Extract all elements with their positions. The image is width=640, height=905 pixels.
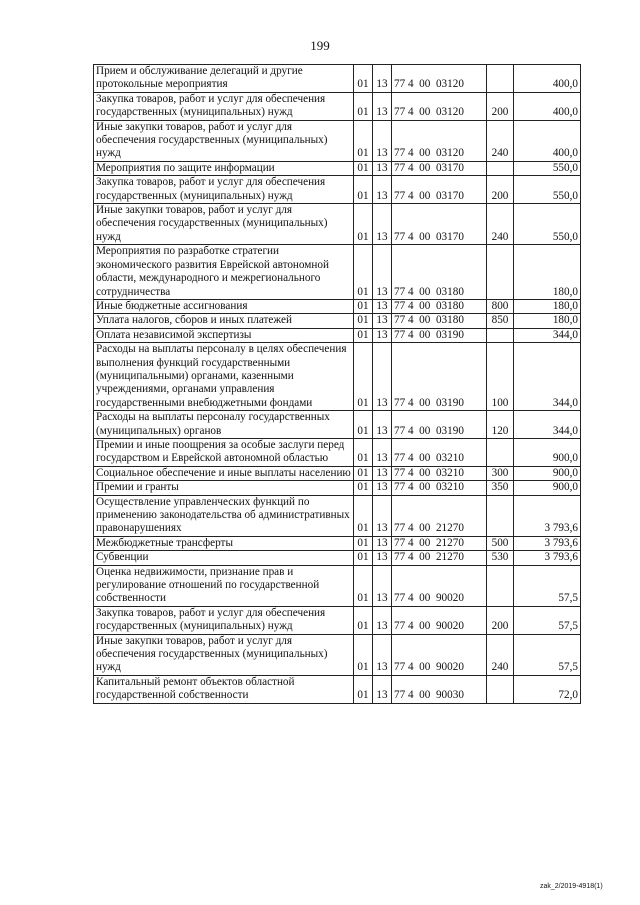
row-expense-type: 240 [487, 634, 514, 675]
row-expense-type [487, 565, 514, 606]
row-amount: 57,5 [514, 634, 581, 675]
row-expense-type: 300 [487, 466, 514, 480]
row-section-code: 01 [354, 438, 373, 466]
row-expense-type [487, 245, 514, 300]
page-number: 199 [310, 38, 330, 53]
row-target-article: 77 4 00 03190 [392, 328, 487, 342]
table-row [94, 204, 581, 245]
row-subsection-code: 13 [373, 634, 392, 675]
row-section-code: 01 [354, 675, 373, 703]
row-amount: 3 793,6 [514, 536, 581, 550]
row-section-code: 01 [354, 176, 373, 204]
row-subsection-code: 13 [373, 675, 392, 703]
row-amount: 400,0 [514, 120, 581, 161]
row-subsection-code: 13 [373, 120, 392, 161]
row-name: Уплата налогов, сборов и иных платежей [94, 314, 354, 328]
row-expense-type: 500 [487, 536, 514, 550]
row-name: Капитальный ремонт объектов областной государственной собственности [94, 675, 354, 703]
budget-table [93, 64, 581, 704]
row-section-code: 01 [354, 92, 373, 120]
row-target-article: 77 4 00 03170 [392, 161, 487, 175]
row-name: Субвенции [94, 551, 354, 565]
row-name: Расходы на выплаты персоналу в целях обеспечения выполнения функций государственными (муниципальными) органами, казенными учреждениями, органами управления государственными внебюджетными фондами [94, 343, 354, 411]
row-section-code: 01 [354, 161, 373, 175]
row-subsection-code: 13 [373, 161, 392, 175]
row-amount: 57,5 [514, 565, 581, 606]
row-subsection-code: 13 [373, 565, 392, 606]
row-amount: 344,0 [514, 328, 581, 342]
row-name: Закупка товаров, работ и услуг для обеспечения государственных (муниципальных) нужд [94, 606, 354, 634]
row-amount: 550,0 [514, 161, 581, 175]
table-row [94, 675, 581, 703]
row-subsection-code: 13 [373, 245, 392, 300]
row-amount: 900,0 [514, 466, 581, 480]
row-target-article: 77 4 00 03210 [392, 438, 487, 466]
row-target-article: 77 4 00 03180 [392, 299, 487, 313]
row-expense-type: 850 [487, 314, 514, 328]
row-target-article: 77 4 00 03190 [392, 343, 487, 411]
row-amount: 400,0 [514, 65, 581, 93]
row-expense-type [487, 675, 514, 703]
row-expense-type: 100 [487, 343, 514, 411]
row-section-code: 01 [354, 551, 373, 565]
row-expense-type: 240 [487, 120, 514, 161]
table-row [94, 551, 581, 565]
table-row [94, 481, 581, 495]
row-name: Социальное обеспечение и иные выплаты населению [94, 466, 354, 480]
row-name: Иные закупки товаров, работ и услуг для обеспечения государственных (муниципальных) нужд [94, 204, 354, 245]
row-target-article: 77 4 00 21270 [392, 495, 487, 536]
row-section-code: 01 [354, 65, 373, 93]
row-expense-type: 120 [487, 411, 514, 439]
row-amount: 344,0 [514, 411, 581, 439]
row-subsection-code: 13 [373, 65, 392, 93]
table-row [94, 65, 581, 93]
row-name: Мероприятия по защите информации [94, 161, 354, 175]
row-section-code: 01 [354, 343, 373, 411]
table-row [94, 536, 581, 550]
row-section-code: 01 [354, 245, 373, 300]
table-row [94, 495, 581, 536]
row-target-article: 77 4 00 21270 [392, 551, 487, 565]
row-subsection-code: 13 [373, 92, 392, 120]
row-amount: 3 793,6 [514, 551, 581, 565]
row-section-code: 01 [354, 565, 373, 606]
table-row [94, 343, 581, 411]
row-expense-type [487, 495, 514, 536]
table-row [94, 245, 581, 300]
row-section-code: 01 [354, 634, 373, 675]
row-amount: 550,0 [514, 204, 581, 245]
row-name: Премии и иные поощрения за особые заслуги перед государством и Еврейской автономной областью [94, 438, 354, 466]
table-row [94, 438, 581, 466]
row-target-article: 77 4 00 03120 [392, 65, 487, 93]
table-row [94, 161, 581, 175]
row-section-code: 01 [354, 120, 373, 161]
row-name: Премии и гранты [94, 481, 354, 495]
row-expense-type [487, 438, 514, 466]
row-amount: 900,0 [514, 481, 581, 495]
row-subsection-code: 13 [373, 551, 392, 565]
row-name: Иные бюджетные ассигнования [94, 299, 354, 313]
row-amount: 180,0 [514, 299, 581, 313]
row-target-article: 77 4 00 03170 [392, 176, 487, 204]
row-target-article: 77 4 00 03210 [392, 481, 487, 495]
table-row [94, 299, 581, 313]
document-code: zak_2/2019-4918(1) [540, 883, 603, 890]
row-target-article: 77 4 00 03120 [392, 120, 487, 161]
table-row [94, 634, 581, 675]
row-subsection-code: 13 [373, 466, 392, 480]
row-name: Оплата независимой экспертизы [94, 328, 354, 342]
row-amount: 3 793,6 [514, 495, 581, 536]
row-expense-type: 800 [487, 299, 514, 313]
row-expense-type: 240 [487, 204, 514, 245]
row-amount: 550,0 [514, 176, 581, 204]
table-row [94, 606, 581, 634]
row-expense-type [487, 65, 514, 93]
row-amount: 900,0 [514, 438, 581, 466]
table-row [94, 176, 581, 204]
row-section-code: 01 [354, 481, 373, 495]
row-subsection-code: 13 [373, 481, 392, 495]
table-row [94, 92, 581, 120]
row-name: Осуществление управленческих функций по применению законодательства об административных правонарушениях [94, 495, 354, 536]
row-name: Расходы на выплаты персоналу государственных (муниципальных) органов [94, 411, 354, 439]
row-name: Прием и обслуживание делегаций и другие протокольные мероприятия [94, 65, 354, 93]
table-row [94, 120, 581, 161]
row-section-code: 01 [354, 495, 373, 536]
row-subsection-code: 13 [373, 343, 392, 411]
table-row [94, 411, 581, 439]
row-amount: 57,5 [514, 606, 581, 634]
row-target-article: 77 4 00 03170 [392, 204, 487, 245]
table-row [94, 314, 581, 328]
row-target-article: 77 4 00 03120 [392, 92, 487, 120]
row-subsection-code: 13 [373, 411, 392, 439]
row-subsection-code: 13 [373, 314, 392, 328]
row-amount: 180,0 [514, 314, 581, 328]
row-target-article: 77 4 00 03190 [392, 411, 487, 439]
row-section-code: 01 [354, 204, 373, 245]
row-target-article: 77 4 00 03180 [392, 245, 487, 300]
row-name: Мероприятия по разработке стратегии экономического развития Еврейской автономной области, международного и межрегионального сотрудничества [94, 245, 354, 300]
row-target-article: 77 4 00 03180 [392, 314, 487, 328]
row-subsection-code: 13 [373, 495, 392, 536]
table-row [94, 565, 581, 606]
row-subsection-code: 13 [373, 606, 392, 634]
row-subsection-code: 13 [373, 328, 392, 342]
row-subsection-code: 13 [373, 176, 392, 204]
row-name: Закупка товаров, работ и услуг для обеспечения государственных (муниципальных) нужд [94, 176, 354, 204]
row-section-code: 01 [354, 606, 373, 634]
row-expense-type: 200 [487, 176, 514, 204]
row-name: Закупка товаров, работ и услуг для обеспечения государственных (муниципальных) нужд [94, 92, 354, 120]
row-subsection-code: 13 [373, 299, 392, 313]
row-expense-type: 200 [487, 92, 514, 120]
row-amount: 400,0 [514, 92, 581, 120]
row-name: Иные закупки товаров, работ и услуг для обеспечения государственных (муниципальных) нужд [94, 120, 354, 161]
row-target-article: 77 4 00 90020 [392, 634, 487, 675]
row-amount: 344,0 [514, 343, 581, 411]
row-expense-type [487, 161, 514, 175]
row-target-article: 77 4 00 21270 [392, 536, 487, 550]
row-name: Межбюджетные трансферты [94, 536, 354, 550]
table-row [94, 466, 581, 480]
row-target-article: 77 4 00 90020 [392, 606, 487, 634]
row-section-code: 01 [354, 328, 373, 342]
row-expense-type: 530 [487, 551, 514, 565]
row-target-article: 77 4 00 03210 [392, 466, 487, 480]
row-amount: 180,0 [514, 245, 581, 300]
row-section-code: 01 [354, 314, 373, 328]
row-section-code: 01 [354, 299, 373, 313]
row-target-article: 77 4 00 90030 [392, 675, 487, 703]
row-expense-type: 200 [487, 606, 514, 634]
row-subsection-code: 13 [373, 204, 392, 245]
row-subsection-code: 13 [373, 438, 392, 466]
row-target-article: 77 4 00 90020 [392, 565, 487, 606]
budget-table-body [94, 65, 581, 704]
table-row [94, 328, 581, 342]
row-expense-type: 350 [487, 481, 514, 495]
row-section-code: 01 [354, 411, 373, 439]
row-subsection-code: 13 [373, 536, 392, 550]
row-section-code: 01 [354, 536, 373, 550]
row-section-code: 01 [354, 466, 373, 480]
row-expense-type [487, 328, 514, 342]
row-name: Оценка недвижимости, признание прав и регулирование отношений по государственной собственности [94, 565, 354, 606]
row-amount: 72,0 [514, 675, 581, 703]
row-name: Иные закупки товаров, работ и услуг для обеспечения государственных (муниципальных) нужд [94, 634, 354, 675]
